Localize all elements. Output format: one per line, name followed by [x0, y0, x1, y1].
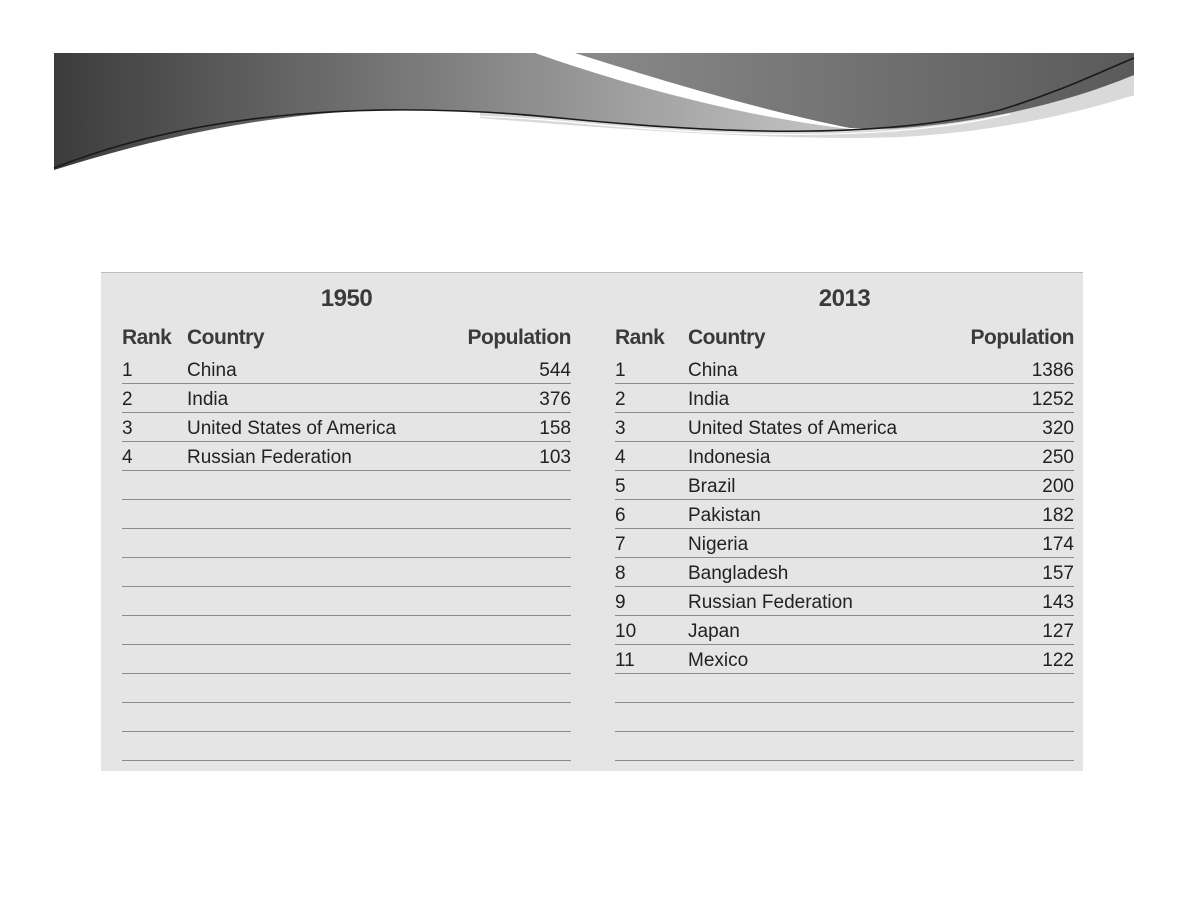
cell-rank: 5 [615, 475, 626, 497]
cell-population: 157 [1042, 562, 1074, 584]
table-header-row [615, 321, 1074, 355]
cell-country: India [688, 388, 730, 410]
cell-population: 320 [1042, 417, 1074, 439]
cell-rank: 3 [122, 417, 133, 439]
cell-country: Russian Federation [187, 446, 352, 468]
population-table-2013 [615, 273, 1074, 761]
cell-rank: 9 [615, 591, 626, 613]
header-wave-decoration [0, 0, 1188, 200]
table-row [615, 558, 1074, 587]
cell-country: United States of America [187, 417, 397, 439]
table-row [122, 616, 571, 645]
cell-country: Pakistan [688, 504, 761, 526]
cell-population: 122 [1042, 649, 1074, 671]
cell-rank: 6 [615, 504, 626, 526]
table-row [615, 384, 1074, 413]
table-row [122, 587, 571, 616]
header-country: Country [688, 326, 765, 349]
table-row [122, 674, 571, 703]
table-year-heading: 1950 [320, 285, 373, 312]
cell-rank: 1 [615, 359, 626, 381]
table-row [615, 674, 1074, 703]
cell-rank: 4 [615, 446, 626, 468]
cell-population: 127 [1042, 620, 1074, 642]
cell-country: China [688, 359, 738, 381]
table-header-row [122, 321, 571, 355]
cell-population: 1252 [1031, 388, 1074, 410]
table-row [615, 703, 1074, 732]
header-population: Population [970, 326, 1074, 349]
population-tables-panel [101, 272, 1083, 771]
cell-country: Russian Federation [688, 591, 853, 613]
cell-country: China [187, 359, 237, 381]
cell-population: 544 [539, 359, 571, 381]
cell-rank: 7 [615, 533, 626, 555]
cell-rank: 2 [122, 388, 133, 410]
cell-country: United States of America [688, 417, 898, 439]
header-rank: Rank [615, 326, 665, 349]
table-row [122, 384, 571, 413]
table-row [615, 471, 1074, 500]
table-row [615, 355, 1074, 384]
cell-rank: 1 [122, 359, 133, 381]
cell-population: 250 [1042, 446, 1074, 468]
table-row [122, 558, 571, 587]
table-row [122, 732, 571, 761]
cell-country: Nigeria [688, 533, 749, 555]
table-row [122, 471, 571, 500]
table-row [615, 529, 1074, 558]
population-table-1950 [122, 273, 571, 761]
table-row [122, 442, 571, 471]
table-row [615, 616, 1074, 645]
table-row [615, 587, 1074, 616]
cell-country: Bangladesh [688, 562, 789, 584]
cell-rank: 4 [122, 446, 133, 468]
table-row [122, 500, 571, 529]
table-row [122, 413, 571, 442]
cell-country: Indonesia [688, 446, 771, 468]
cell-country: Brazil [688, 475, 736, 497]
header-country: Country [187, 326, 264, 349]
cell-rank: 11 [615, 649, 635, 671]
table-year-heading: 2013 [818, 285, 871, 312]
cell-population: 143 [1042, 591, 1074, 613]
table-row [122, 529, 571, 558]
cell-population: 376 [539, 388, 571, 410]
cell-population: 1386 [1031, 359, 1074, 381]
cell-population: 182 [1042, 504, 1074, 526]
cell-country: Mexico [688, 649, 749, 671]
cell-rank: 10 [615, 620, 637, 642]
table-row [122, 703, 571, 732]
cell-population: 200 [1042, 475, 1074, 497]
cell-country: India [187, 388, 229, 410]
table-row [615, 732, 1074, 761]
table-row [615, 645, 1074, 674]
cell-population: 174 [1042, 533, 1074, 555]
table-row [122, 355, 571, 384]
cell-country: Japan [688, 620, 740, 642]
cell-rank: 3 [615, 417, 626, 439]
table-row [122, 645, 571, 674]
cell-population: 103 [539, 446, 571, 468]
table-row [615, 442, 1074, 471]
cell-rank: 2 [615, 388, 626, 410]
cell-population: 158 [539, 417, 571, 439]
table-row [615, 413, 1074, 442]
header-rank: Rank [122, 326, 172, 349]
table-row [615, 500, 1074, 529]
cell-rank: 8 [615, 562, 626, 584]
header-population: Population [467, 326, 571, 349]
